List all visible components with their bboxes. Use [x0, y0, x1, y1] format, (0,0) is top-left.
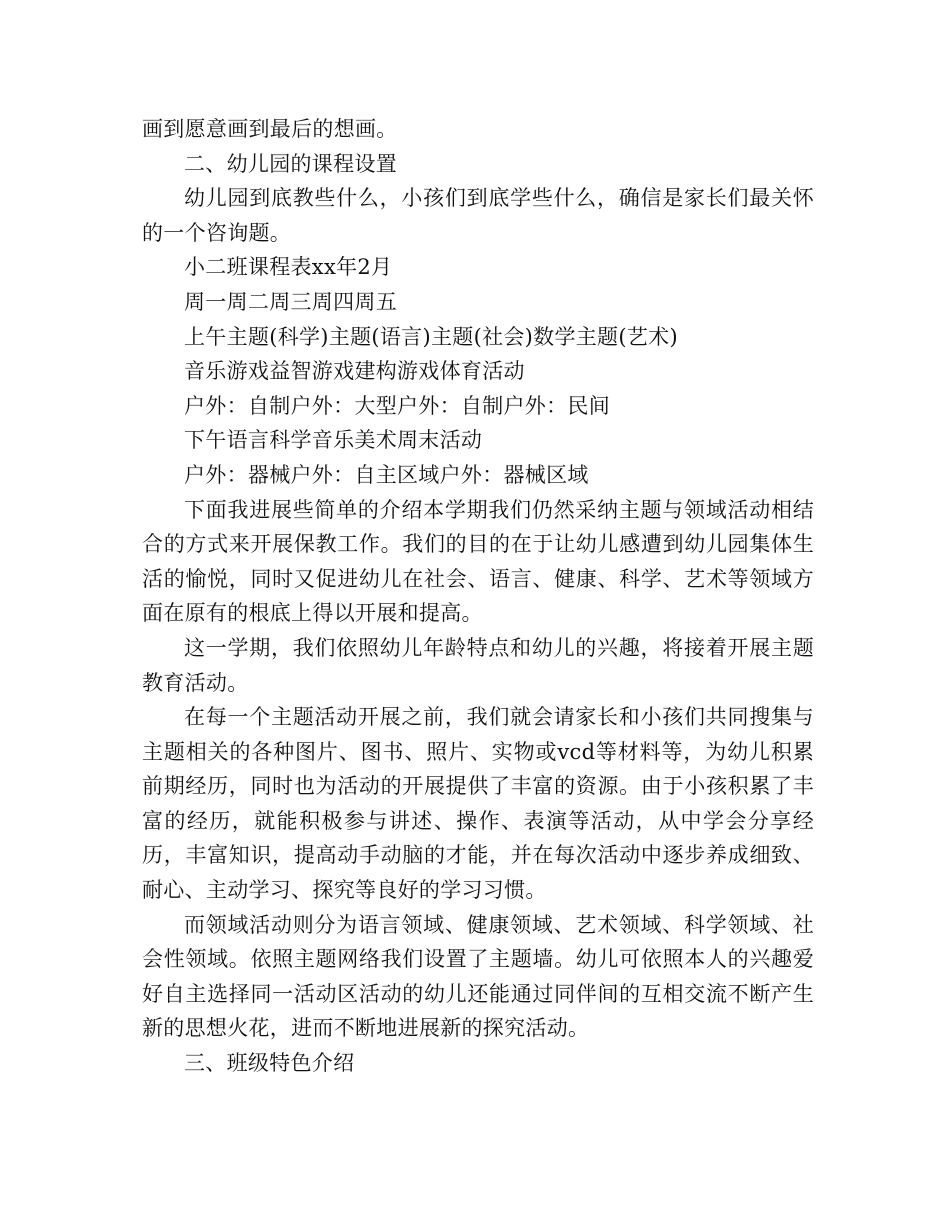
paragraph-intro-question: 幼儿园到底教些什么，小孩们到底学些什么，确信是家长们最关怀的一个咨询题。: [142, 186, 814, 245]
section-heading-curriculum: 二、幼儿园的课程设置: [184, 151, 397, 176]
schedule-title: 小二班课程表xx年2月: [184, 255, 393, 280]
paragraph-theme-activities: 在每一个主题活动开展之前，我们就会请家长和小孩们共同搜集与主题相关的各种图片、图书、照片、实物或vcd等材料等，为幼儿积累前期经历，同时也为活动的开展提供了丰富的资源。由于小孩积累了丰富的经历，就能积极参与讲述、操作、表演等活动，从中学会分享经历，丰富知识，提高动手动脑的才能，并在每次活动中逐步养成细致、耐心、主动学习、探究等良好的学习习惯。: [142, 705, 814, 903]
section-heading-class-features: 三、班级特色介绍: [184, 1051, 355, 1076]
schedule-outdoor-1: 户外：自制户外：大型户外：自制户外：民间: [184, 393, 610, 418]
schedule-morning: 上午主题(科学)主题(语言)主题(社会)数学主题(艺术): [184, 324, 678, 349]
schedule-weekdays: 周一周二周三周四周五: [184, 289, 397, 314]
paragraph-domain-activities: 而领域活动则分为语言领域、健康领域、艺术领域、科学领域、社会性领域。依照主题网络我们设置了主题墙。幼儿可依照本人的兴趣爱好自主选择同一活动区活动的幼儿还能通过同伴间的互相交流不断产生新的思想火花，进而不断地进展新的探究活动。: [142, 912, 814, 1041]
schedule-outdoor-2: 户外：器械户外：自主区域户外：器械区域: [184, 462, 589, 487]
schedule-games: 音乐游戏益智游戏建构游戏体育活动: [184, 359, 525, 384]
document-body: [142, 112, 814, 1081]
paragraph-continuation: 画到愿意画到最后的想画。: [142, 117, 398, 141]
paragraph-semester: 这一学期，我们依照幼儿年龄特点和幼儿的兴趣，将接着开展主题教育活动。: [142, 635, 814, 695]
paragraph-method: 下面我进展些简单的介绍本学期我们仍然采纳主题与领域活动相结合的方式来开展保教工作。我们的目的在于让幼儿感遭到幼儿园集体生活的愉悦，同时又促进幼儿在社会、语言、健康、科学、艺术等领域方面在原有的根底上得以开展和提高。: [142, 497, 814, 626]
schedule-afternoon: 下午语言科学音乐美术周末活动: [184, 428, 483, 453]
